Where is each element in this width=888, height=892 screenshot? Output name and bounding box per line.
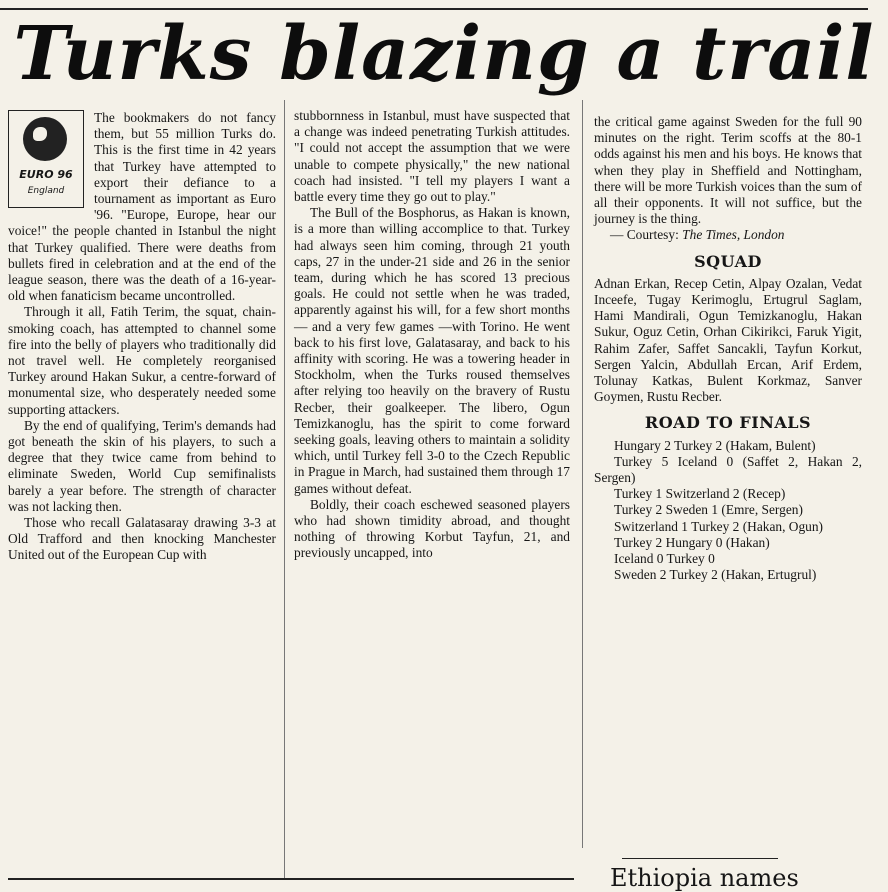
article-paragraph: Through it all, Fatih Terim, the squat, chain-smoking coach, has attempted to channel some fire into the belly of players who traditionally did not travel well. He completely reorganised Turkey around Hakan Sukur, a centre-forward of monumental size, who desperately needed some supporting attackers. [8,304,276,417]
article-column-1 [8,110,276,564]
squad-list: Adnan Erkan, Recep Cetin, Alpay Ozalan, Vedat Inceefe, Tugay Kerimoglu, Ertugrul Saglam, Hami Mandirali, Ogun Temizkanoglu, Hakan Sukur, Oguz Cetin, Orhan Cikirikci, Faruk Yigit, Rahim Zafer, Saffet Sancakli, Tayfun Korkut, Sergen Yalcin, Abdullah Ercan, Arif Erdem, Tolunay Katkas, Bulent Korkmaz, Sanver Goymen, Rustu Recber. [594,275,862,405]
article-paragraph: Those who recall Galatasaray drawing 3-3 at Old Trafford and then knocking Manchester United out of the European Cup with [8,515,276,563]
euro96-logo [8,110,84,208]
squad-heading: SQUAD [694,251,762,271]
credit-source: The Times, London [682,227,785,243]
section-rule [622,858,778,859]
article-credit [594,227,862,243]
article-column-2 [294,108,570,562]
result-item: Turkey 2 Hungary 0 (Hakan) [614,534,770,550]
article-paragraph: stubbornness in Istanbul, must have suspected that a change was indeed penetrating Turkish attitudes. "I could not accept the assumption that we were unable to compete physically," the new national coach had insisted. "I tell my players I want a battle every time they go out to play." [294,108,570,205]
logo-subtext: England [27,186,65,196]
article-paragraph: By the end of qualifying, Terim's demands had got beneath the skin of his players, to such a degree that they twice came from behind to eliminate Sweden, World Cup semifinalists barely a year before. The strength of character was not lacking then. [8,417,276,514]
result-item: Iceland 0 Turkey 0 [614,551,715,567]
column-divider [582,100,583,848]
article-paragraph: the critical game against Sweden for the full 90 minutes on the right. Terim scoffs at the 80-1 odds against his men and his boys. He knows that when they play in Sheffield and Nottingham, there will be more Turkish voices than the sum of all their opponents. It will not suffice, but the journey is the thing. [594,114,862,227]
results-list [594,438,862,584]
result-item: Turkey 2 Sweden 1 (Emre, Sergen) [614,502,803,518]
football-icon [23,117,67,161]
column-divider [284,100,285,880]
result-item: Sweden 2 Turkey 2 (Hakan, Ertugrul) [614,567,817,583]
result-item: Hungary 2 Turkey 2 (Hakam, Bulent) [614,437,816,453]
credit-prefix: — Courtesy: [610,227,683,243]
headline: Turks blazing a trail [13,11,875,97]
bottom-rule [8,878,574,880]
next-article-headline: Ethiopia names [610,864,799,892]
logo-text: EURO 96 [19,168,73,181]
road-to-finals-heading: ROAD TO FINALS [644,413,812,433]
article-column-3 [594,114,862,583]
result-item: Switzerland 1 Turkey 2 (Hakan, Ogun) [614,518,824,534]
article-paragraph: The Bull of the Bosphorus, as Hakan is known, is a more than willing accomplice to that. Turkey had always seen him coming, through 21 youth caps, 27 in the under-21 side and 26 in the senior team, during which he has scored 13 precious goals. He could not settle when he was traded, apparently against his will, for a few short months — and a very few games —with Torino. He went back to his first love, Galatasaray, and back to his affinity with scoring. He was a towering header in Stockholm, when the Turks roused themselves after relying too heavily on the bravery of Rustu Recber, their goalkeeper. The libero, Ogun Temizkanoglu, has the spirit to come forward seeking goals, leaving others to maintain a solidity which, until Turkey fell 3-0 to the Czech Republic in Prague in March, had sustained them through 17 games without defeat. [294,205,570,496]
article-paragraph: The bookmakers do not fancy them, but 55 million Turks do. This is the first time in 42 years that Turkey have attempted to export their defiance to a tournament as important as Euro '96. "Europe, Europe, hear our voice!" the people chanted in Istanbul the night that Turkey qualified. There were deaths from bullets fired in celebration and at the end of the league season, there was the death of a 16-year-old when fanaticism became uncontrolled. [8,110,276,304]
result-item: Turkey 1 Switzerland 2 (Recep) [614,486,786,502]
result-item: Turkey 5 Iceland 0 (Saffet 2, Hakan 2, Sergen) [594,453,862,486]
article-paragraph: Boldly, their coach eschewed seasoned players who had shown timidity abroad, and thought nothing of throwing Korbut Tayfun, 21, and previously uncapped, into [294,496,570,561]
